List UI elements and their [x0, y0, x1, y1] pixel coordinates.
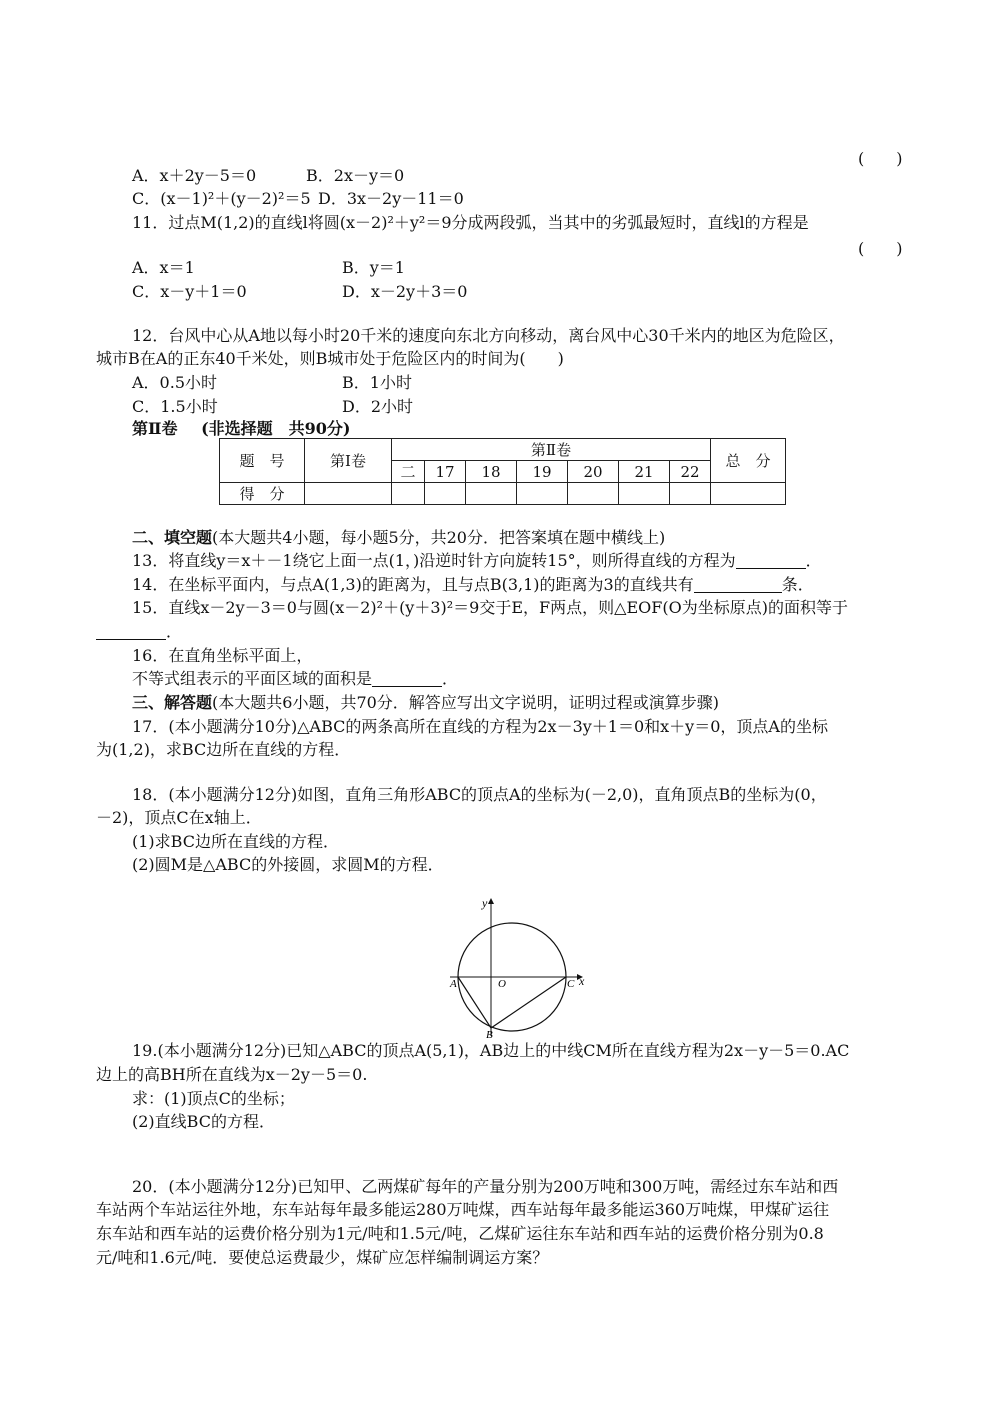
score-table-col: 20 — [568, 461, 619, 483]
q10-option-b: B．2x－y＝0 — [306, 166, 405, 185]
q19-line2: 边上的高BH所在直线为x－2y－5＝0. — [96, 1065, 368, 1084]
q16-end: ． — [442, 669, 459, 688]
score-table-header-total: 总 分 — [711, 439, 786, 483]
score-cell — [392, 483, 425, 505]
q19-sub2: (2)直线BC的方程． — [132, 1112, 275, 1131]
q11-option-d: D．x－2y＋3＝0 — [342, 282, 468, 301]
q11-option-b: B．y＝1 — [342, 258, 405, 277]
q15-blank-line — [96, 621, 182, 643]
q10-answer-paren: ( ) — [858, 149, 903, 168]
part2-title — [132, 418, 351, 440]
q16-line2 — [132, 668, 458, 690]
y-axis-label: y — [482, 896, 488, 910]
q14-end: 条． — [781, 575, 814, 594]
q18-line1: 18．(本小题满分12分)如图，直角三角形ABC的顶点A的坐标为(－2,0)，直角顶点B的坐标为(0， — [132, 785, 827, 804]
q13-answer-blank[interactable] — [736, 552, 806, 569]
q18-sub2: (2)圆M是△ABC的外接圆，求圆M的方程． — [132, 855, 444, 874]
score-table-col: 21 — [619, 461, 670, 483]
q12-option-a: A．0.5小时 — [132, 373, 218, 392]
q10-option-a: A．x＋2y－5＝0 — [132, 166, 257, 185]
score-table-col: 18 — [466, 461, 517, 483]
score-cell — [670, 483, 711, 505]
score-table-row-label: 得 分 — [220, 483, 305, 505]
score-cell — [517, 483, 568, 505]
section3-heading: 三、解答题 — [132, 693, 213, 712]
q12-stem-line2: 城市B在A的正东40千米处，则B城市处于危险区内的时间为( ) — [96, 349, 564, 368]
score-table-col: 二 — [392, 461, 425, 483]
q13-text: 13．将直线y＝x＋－1绕它上面一点(1，)沿逆时针方向旋转15°，则所得直线的方程为 — [132, 551, 736, 570]
point-b-label: B — [486, 1029, 493, 1038]
point-a-label: A — [450, 978, 457, 990]
score-table-col: 19 — [517, 461, 568, 483]
q16-answer-blank[interactable] — [372, 670, 442, 687]
point-c-label: C — [567, 978, 575, 990]
section2-header — [132, 527, 665, 549]
q15-end: ． — [166, 622, 183, 641]
q11-option-a: A．x＝1 — [132, 258, 195, 277]
q20-line4: 元/吨和1.6元/吨．要使总运费最少，煤矿应怎样编制调运方案？ — [96, 1248, 549, 1267]
q19-line1: 19.(本小题满分12分)已知△ABC的顶点A(5,1)，AB边上的中线CM所在直线方程为2x－y－5＝0.AC — [132, 1041, 850, 1060]
q20-line3: 东车站和西车站的运费价格分别为1元/吨和1.5元/吨，乙煤矿运往东车站和西车站的运费价格分别为0.8 — [96, 1224, 824, 1243]
score-cell — [619, 483, 670, 505]
q20-line2: 车站两个车站运往外地，东车站每年最多能运280万吨煤，西车站每年最多能运360万吨煤，甲煤矿运往 — [96, 1200, 830, 1219]
triangle-circle-figure — [448, 893, 598, 1038]
score-table-col: 17 — [425, 461, 466, 483]
score-cell — [466, 483, 517, 505]
q15-answer-blank[interactable] — [96, 623, 166, 640]
section3-desc: (本大题共6小题，共70分．解答应写出文字说明，证明过程或演算步骤) — [212, 693, 720, 712]
q11-answer-paren: ( ) — [858, 239, 903, 258]
q17-line2: 为(1,2)，求BC边所在直线的方程． — [96, 740, 351, 759]
triangle-abc — [458, 977, 566, 1028]
score-table-header-tihao: 题 号 — [220, 439, 305, 483]
q13 — [132, 550, 822, 572]
q14 — [132, 574, 814, 596]
q10-option-c: C．(x－1)²＋(y－2)²＝5 — [132, 189, 311, 208]
score-cell — [425, 483, 466, 505]
q12-stem-line1: 12．台风中心从A地以每小时20千米的速度向东北方向移动，离台风中心30千米内的地区为危险区， — [132, 326, 845, 345]
part2-title-text: 第Ⅱ卷 — [132, 419, 178, 438]
part2-subtitle: (非选择题 共90分) — [201, 419, 351, 438]
q17-line1: 17．(本小题满分10分)△ABC的两条高所在直线的方程为2x－3y＋1＝0和x＋y＝0，顶点A的坐标 — [132, 717, 828, 736]
score-table-header-juan1: 第Ⅰ卷 — [305, 439, 392, 483]
q14-answer-blank[interactable] — [694, 576, 782, 593]
q11-stem: 11．过点M(1,2)的直线l将圆(x－2)²＋y²＝9分成两段弧，当其中的劣弧最短时，直线l的方程是 — [132, 213, 809, 232]
q18-sub1: (1)求BC边所在直线的方程． — [132, 832, 339, 851]
q16-line1: 16．在直角坐标平面上， — [132, 646, 313, 665]
section3-header — [132, 692, 719, 714]
q11-option-c: C．x－y＋1＝0 — [132, 282, 247, 301]
section2-heading: 二、填空题 — [132, 528, 213, 547]
q16-text: 不等式组表示的平面区域的面积是 — [132, 669, 373, 688]
score-table-col: 22 — [670, 461, 711, 483]
score-table-header-juan2: 第Ⅱ卷 — [392, 439, 711, 461]
score-cell — [568, 483, 619, 505]
score-cell — [305, 483, 392, 505]
score-table — [219, 438, 786, 505]
origin-label: O — [498, 978, 506, 990]
q14-text: 14．在坐标平面内，与点A(1,3)的距离为，且与点B(3,1)的距离为3的直线共有 — [132, 575, 694, 594]
q12-option-d: D．2小时 — [342, 397, 414, 416]
q18-line2: －2)，顶点C在x轴上． — [96, 808, 262, 827]
q10-option-d: D．3x－2y－11＝0 — [318, 189, 464, 208]
q12-option-c: C．1.5小时 — [132, 397, 218, 416]
x-axis-label: x — [579, 974, 585, 988]
score-cell — [711, 483, 786, 505]
q19-sub1: 求：(1)顶点C的坐标； — [132, 1089, 295, 1108]
q20-line1: 20．(本小题满分12分)已知甲、乙两煤矿每年的产量分别为200万吨和300万吨，需经过东车站和西 — [132, 1177, 839, 1196]
q15-text: 15．直线x－2y－3＝0与圆(x－2)²＋(y＋3)²＝9交于E，F两点，则△EOF(O为坐标原点)的面积等于 — [132, 598, 848, 617]
q13-end: ． — [805, 551, 822, 570]
section2-desc: (本大题共4小题，每小题5分，共20分．把答案填在题中横线上) — [212, 528, 666, 547]
q12-option-b: B．1小时 — [342, 373, 412, 392]
